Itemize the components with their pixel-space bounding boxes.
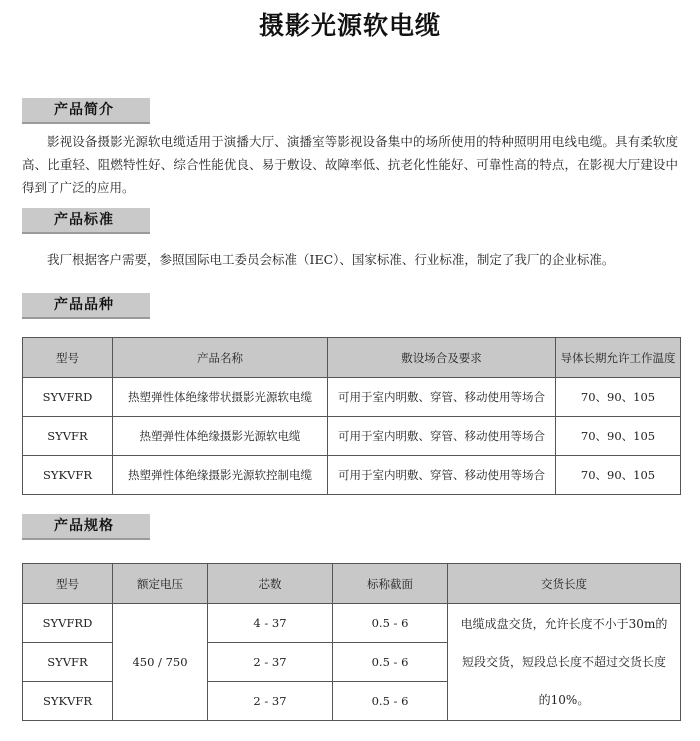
cell-name: 热塑弹性体绝缘摄影光源软控制电缆: [113, 456, 328, 495]
cell-name: 热塑弹性体绝缘带状摄影光源软电缆: [113, 378, 328, 417]
cell-usage: 可用于室内明敷、穿管、移动使用等场合: [328, 417, 556, 456]
cell-name: 热塑弹性体绝缘摄影光源软电缆: [113, 417, 328, 456]
spec-col-voltage: 额定电压: [113, 564, 208, 604]
cell-cores: 2 - 37: [208, 682, 333, 721]
cell-model: SYVFRD: [23, 378, 113, 417]
table-row: [23, 604, 681, 643]
table-row: [23, 378, 681, 417]
variety-table-header: [23, 338, 681, 378]
page-title: 摄影光源软电缆: [258, 11, 441, 40]
variety-col-model: 型号: [23, 338, 113, 378]
table-row: [23, 417, 681, 456]
cell-model: SYVFR: [23, 417, 113, 456]
cell-temperature: 70、90、105: [556, 417, 681, 456]
cell-section: 0.5 - 6: [333, 643, 448, 682]
cell-voltage: 450 / 750: [113, 604, 208, 721]
cell-model: SYVFRD: [23, 604, 113, 643]
section-heading-spec: 产品规格: [22, 514, 150, 540]
spec-col-model: 型号: [23, 564, 113, 604]
cell-section: 0.5 - 6: [333, 682, 448, 721]
table-row: [23, 456, 681, 495]
standard-paragraph: 我厂根据客户需要，参照国际电工委员会标准（IEC）、国家标准、行业标准，制定了我厂的企业标准。: [47, 252, 615, 267]
cell-cores: 2 - 37: [208, 643, 333, 682]
variety-table: [22, 337, 681, 495]
cell-usage: 可用于室内明敷、穿管、移动使用等场合: [328, 378, 556, 417]
cell-section: 0.5 - 6: [333, 604, 448, 643]
cell-usage: 可用于室内明敷、穿管、移动使用等场合: [328, 456, 556, 495]
cell-cores: 4 - 37: [208, 604, 333, 643]
spec-col-cores: 芯数: [208, 564, 333, 604]
section-heading-standard: 产品标准: [22, 208, 150, 234]
cell-model: SYVFR: [23, 643, 113, 682]
cell-model: SYKVFR: [23, 682, 113, 721]
section-heading-variety: 产品品种: [22, 293, 150, 319]
spec-col-section: 标称截面: [333, 564, 448, 604]
spec-table-header: [23, 564, 681, 604]
cell-delivery: 电缆成盘交货，允许长度不小于30m的短段交货，短段总长度不超过交货长度的10%。: [448, 604, 681, 721]
variety-col-name: 产品名称: [113, 338, 328, 378]
section-heading-intro: 产品简介: [22, 98, 150, 124]
spec-col-delivery: 交货长度: [448, 564, 681, 604]
cell-temperature: 70、90、105: [556, 378, 681, 417]
spec-table: [22, 563, 681, 721]
variety-col-usage: 敷设场合及要求: [328, 338, 556, 378]
intro-paragraph: 影视设备摄影光源软电缆适用于演播大厅、演播室等影视设备集中的场所使用的特种照明用电线电缆。具有柔软度高、比重轻、阻燃特性好、综合性能优良、易于敷设、故障率低、抗老化性能好、可靠性高的特点，在影视大厅建设中得到了广泛的应用。: [22, 134, 678, 195]
cell-model: SYKVFR: [23, 456, 113, 495]
variety-col-temperature: 导体长期允许工作温度: [556, 338, 681, 378]
cell-temperature: 70、90、105: [556, 456, 681, 495]
